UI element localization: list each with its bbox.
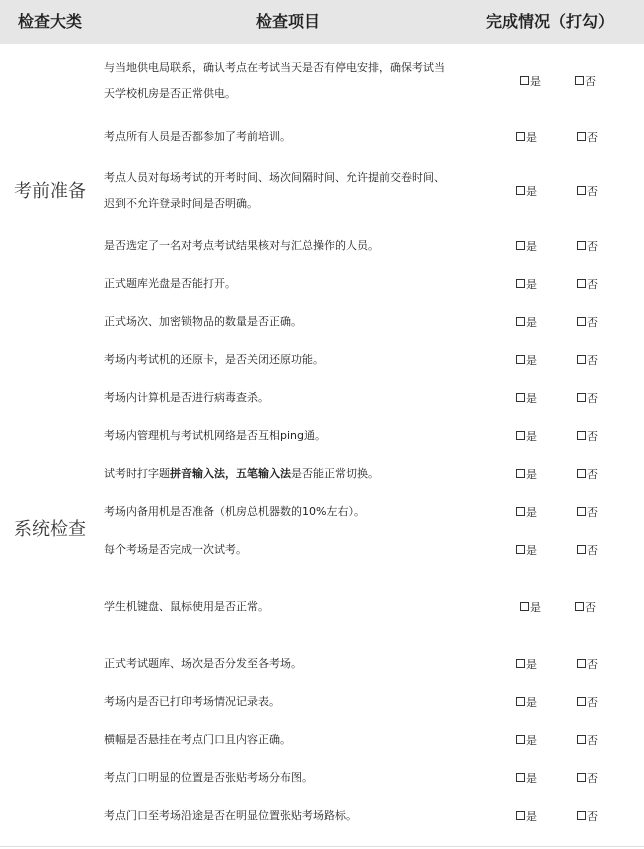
checkbox-icon[interactable] — [575, 76, 584, 85]
check-item — [104, 689, 482, 715]
checkbox-icon[interactable] — [516, 241, 525, 250]
check-item-text: 横幅是否悬挂在考点门口且内容正确。 — [104, 733, 291, 746]
yes-checkbox[interactable] — [520, 73, 541, 89]
checkbox-icon[interactable] — [577, 186, 586, 195]
check-item — [104, 385, 482, 411]
yes-checkbox[interactable] — [516, 238, 537, 254]
checkbox-icon[interactable] — [577, 735, 586, 744]
option-label: 是 — [526, 240, 537, 253]
checkbox-icon[interactable] — [516, 545, 525, 554]
option-label: 否 — [587, 696, 598, 709]
option-label: 否 — [587, 354, 598, 367]
no-checkbox[interactable] — [577, 542, 598, 558]
checkbox-icon[interactable] — [516, 735, 525, 744]
check-item-text: 考场内备用机是否准备（机房总机器数的10%左右）。 — [104, 505, 365, 518]
check-item-text: 与当地供电局联系，确认考点在考试当天是否有停电安排，确保考试当 — [104, 61, 445, 74]
checkbox-icon[interactable] — [516, 355, 525, 364]
no-checkbox[interactable] — [577, 466, 598, 482]
check-item — [104, 309, 482, 335]
no-checkbox[interactable] — [577, 808, 598, 824]
check-item — [104, 499, 482, 525]
yes-checkbox[interactable] — [516, 770, 537, 786]
yes-checkbox[interactable] — [516, 466, 537, 482]
check-item — [104, 271, 482, 297]
option-label: 是 — [526, 430, 537, 443]
check-item — [104, 165, 482, 217]
yes-checkbox[interactable] — [516, 352, 537, 368]
checkbox-icon[interactable] — [516, 317, 525, 326]
checkbox-icon[interactable] — [516, 469, 525, 478]
yes-checkbox[interactable] — [516, 504, 537, 520]
header-category: 检查大类 — [18, 12, 83, 31]
no-checkbox[interactable] — [577, 183, 598, 199]
checkbox-icon[interactable] — [577, 507, 586, 516]
check-item — [104, 347, 482, 373]
no-checkbox[interactable] — [577, 390, 598, 406]
option-label: 是 — [526, 658, 537, 671]
table-bottom-border — [0, 846, 644, 847]
check-item — [104, 461, 482, 487]
yes-checkbox[interactable] — [516, 390, 537, 406]
yes-checkbox[interactable] — [516, 542, 537, 558]
checkbox-icon[interactable] — [577, 697, 586, 706]
checkbox-icon[interactable] — [577, 132, 586, 141]
no-checkbox[interactable] — [577, 352, 598, 368]
option-label: 否 — [587, 278, 598, 291]
no-checkbox[interactable] — [577, 428, 598, 444]
check-item-text: 考点所有人员是否都参加了考前培训。 — [104, 130, 291, 143]
option-label: 是 — [526, 185, 537, 198]
check-item-text: 正式考试题库、场次是否分发至各考场。 — [104, 657, 302, 670]
check-item — [104, 594, 482, 620]
check-item-text: 考点门口明显的位置是否张贴考场分布图。 — [104, 771, 313, 784]
checkbox-icon[interactable] — [577, 355, 586, 364]
yes-checkbox[interactable] — [516, 656, 537, 672]
option-label: 否 — [587, 392, 598, 405]
check-item-bold-text: 拼音输入法，五笔输入法 — [170, 467, 291, 480]
yes-checkbox[interactable] — [516, 276, 537, 292]
check-item — [104, 727, 482, 753]
checkbox-icon[interactable] — [516, 132, 525, 141]
checkbox-icon[interactable] — [516, 507, 525, 516]
option-label: 是 — [526, 696, 537, 709]
checkbox-icon[interactable] — [516, 811, 525, 820]
yes-checkbox[interactable] — [516, 129, 537, 145]
yes-checkbox[interactable] — [516, 808, 537, 824]
option-label: 是 — [526, 734, 537, 747]
option-label: 否 — [587, 430, 598, 443]
yes-checkbox[interactable] — [516, 732, 537, 748]
yes-checkbox[interactable] — [516, 183, 537, 199]
check-item-text: 迟到不允许登录时间是否明确。 — [104, 197, 258, 210]
check-item-text: 正式场次、加密锁物品的数量是否正确。 — [104, 315, 302, 328]
checkbox-icon[interactable] — [577, 393, 586, 402]
no-checkbox[interactable] — [577, 504, 598, 520]
checkbox-icon[interactable] — [575, 602, 584, 611]
check-item-text: 考点门口至考场沿途是否在明显位置张贴考场路标。 — [104, 809, 357, 822]
option-label: 是 — [530, 601, 541, 614]
check-item — [104, 765, 482, 791]
option-label: 否 — [587, 734, 598, 747]
no-checkbox[interactable] — [577, 694, 598, 710]
check-item-text: 每个考场是否完成一次试考。 — [104, 543, 247, 556]
check-item-text: 学生机键盘、鼠标使用是否正常。 — [104, 600, 269, 613]
no-checkbox[interactable] — [575, 599, 596, 615]
option-label: 是 — [526, 131, 537, 144]
category-pre-exam: 考前准备 — [14, 181, 86, 202]
yes-checkbox[interactable] — [520, 599, 541, 615]
check-item-text: 考场内是否已打印考场情况记录表。 — [104, 695, 280, 708]
option-label: 否 — [587, 810, 598, 823]
no-checkbox[interactable] — [577, 129, 598, 145]
option-label: 是 — [526, 354, 537, 367]
checkbox-icon[interactable] — [577, 431, 586, 440]
option-label: 是 — [526, 544, 537, 557]
option-label: 否 — [585, 601, 596, 614]
checkbox-icon[interactable] — [577, 659, 586, 668]
yes-checkbox[interactable] — [516, 314, 537, 330]
category-system-check: 系统检查 — [14, 519, 86, 540]
option-label: 否 — [587, 240, 598, 253]
option-label: 否 — [585, 75, 596, 88]
checkbox-icon[interactable] — [577, 317, 586, 326]
no-checkbox[interactable] — [575, 73, 596, 89]
check-item — [104, 423, 482, 449]
table-header — [0, 0, 644, 44]
checkbox-icon[interactable] — [577, 279, 586, 288]
checkbox-icon[interactable] — [516, 773, 525, 782]
header-item: 检查项目 — [256, 12, 321, 31]
option-label: 是 — [526, 506, 537, 519]
checkbox-icon[interactable] — [516, 659, 525, 668]
check-item — [104, 803, 482, 829]
check-item — [104, 124, 482, 150]
checkbox-icon[interactable] — [577, 469, 586, 478]
check-item-text: 天学校机房是否正常供电。 — [104, 87, 236, 100]
checkbox-icon[interactable] — [520, 76, 529, 85]
checkbox-icon[interactable] — [516, 431, 525, 440]
option-label: 否 — [587, 772, 598, 785]
option-label: 是 — [530, 75, 541, 88]
check-item — [104, 233, 482, 259]
check-item-text: 试考时打字题拼音输入法，五笔输入法是否能正常切换。 — [104, 467, 379, 480]
option-label: 否 — [587, 544, 598, 557]
no-checkbox[interactable] — [577, 238, 598, 254]
checkbox-icon[interactable] — [516, 279, 525, 288]
check-item-text: 是否选定了一名对考点考试结果核对与汇总操作的人员。 — [104, 239, 379, 252]
check-item-text: 考场内计算机是否进行病毒查杀。 — [104, 391, 269, 404]
checkbox-icon[interactable] — [577, 811, 586, 820]
option-label: 否 — [587, 468, 598, 481]
option-label: 是 — [526, 772, 537, 785]
option-label: 否 — [587, 316, 598, 329]
no-checkbox[interactable] — [577, 770, 598, 786]
option-label: 否 — [587, 658, 598, 671]
check-item-text: 考点人员对每场考试的开考时间、场次间隔时间、允许提前交卷时间、 — [104, 171, 445, 184]
option-label: 是 — [526, 316, 537, 329]
header-status: 完成情况（打勾） — [486, 12, 615, 31]
checkbox-icon[interactable] — [577, 545, 586, 554]
option-label: 是 — [526, 810, 537, 823]
check-item-text: 考场内考试机的还原卡，是否关闭还原功能。 — [104, 353, 324, 366]
no-checkbox[interactable] — [577, 732, 598, 748]
check-item — [104, 55, 482, 107]
checkbox-icon[interactable] — [516, 186, 525, 195]
checkbox-icon[interactable] — [577, 241, 586, 250]
check-item-text: 考场内管理机与考试机网络是否互相ping通。 — [104, 429, 326, 442]
option-label: 是 — [526, 392, 537, 405]
option-label: 否 — [587, 131, 598, 144]
checkbox-icon[interactable] — [520, 602, 529, 611]
no-checkbox[interactable] — [577, 656, 598, 672]
option-label: 否 — [587, 185, 598, 198]
no-checkbox[interactable] — [577, 276, 598, 292]
checkbox-icon[interactable] — [516, 697, 525, 706]
check-item — [104, 651, 482, 677]
option-label: 是 — [526, 278, 537, 291]
check-item-text: 正式题库光盘是否能打开。 — [104, 277, 236, 290]
yes-checkbox[interactable] — [516, 694, 537, 710]
checkbox-icon[interactable] — [516, 393, 525, 402]
option-label: 是 — [526, 468, 537, 481]
option-label: 否 — [587, 506, 598, 519]
no-checkbox[interactable] — [577, 314, 598, 330]
yes-checkbox[interactable] — [516, 428, 537, 444]
checkbox-icon[interactable] — [577, 773, 586, 782]
check-item — [104, 537, 482, 563]
